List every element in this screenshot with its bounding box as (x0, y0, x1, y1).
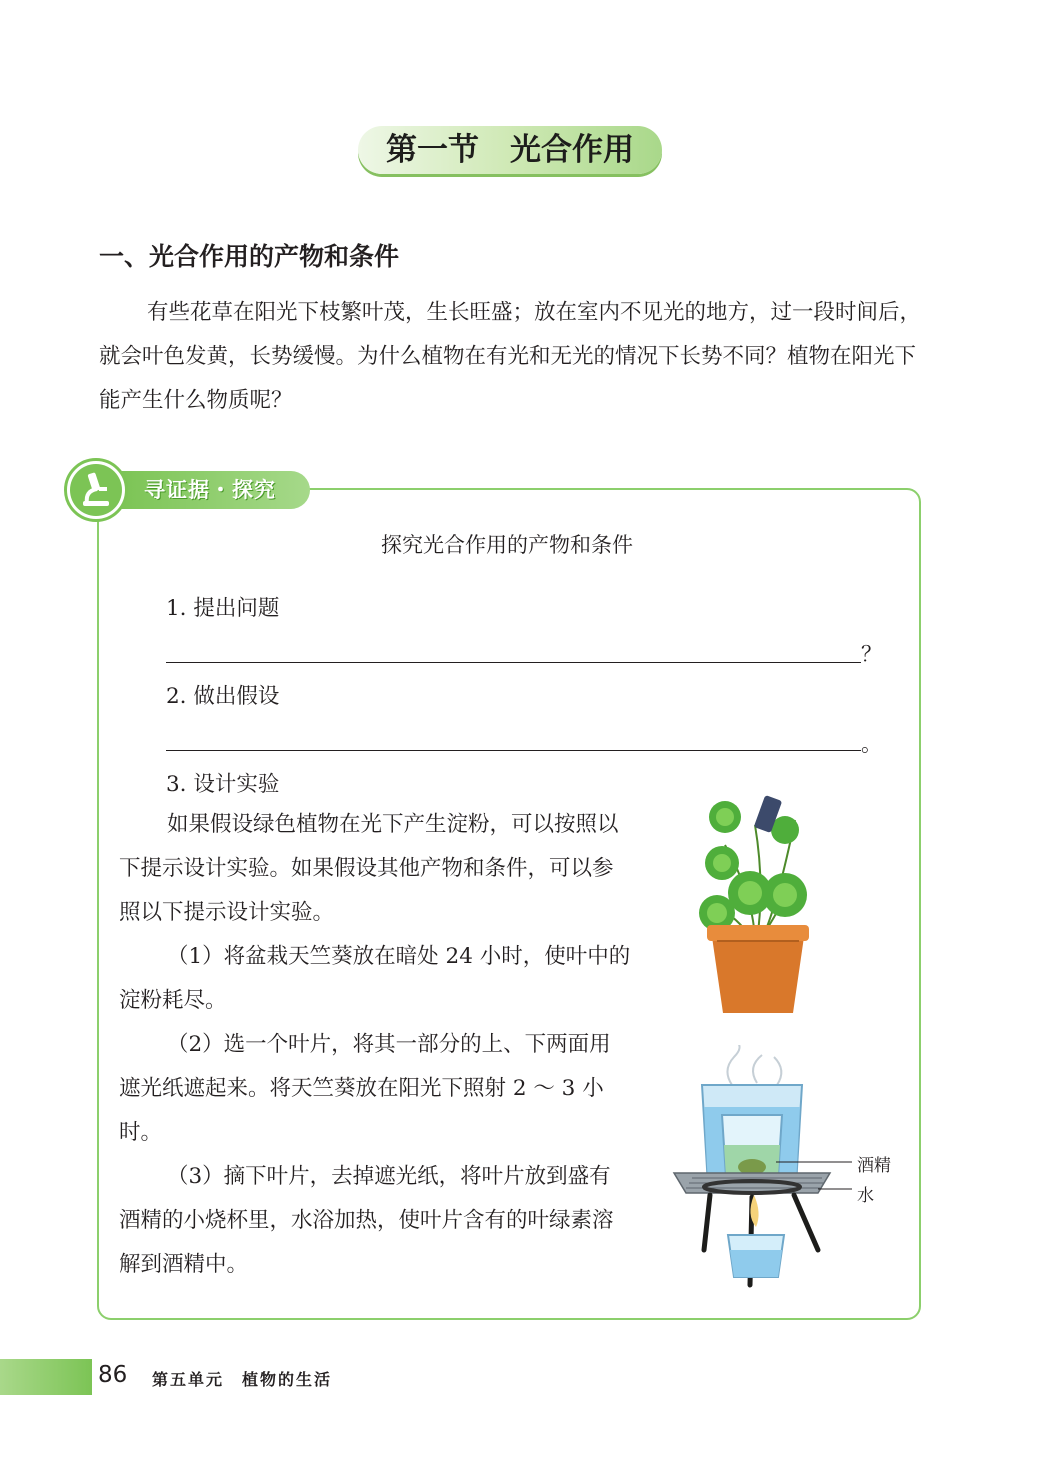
step2-label: 2. 做出假设 (166, 684, 280, 709)
running-head: 第五单元 植物的生活 (152, 1370, 333, 1389)
activity-title: 探究光合作用的产物和条件 (381, 533, 633, 557)
subheading: 一、光合作用的产物和条件 (99, 242, 400, 271)
step1-label: 1. 提出问题 (166, 596, 280, 621)
step2-period: 。 (861, 732, 882, 756)
step3-intro: 如果假设绿色植物在光下产生淀粉，可以按照以下提示设计实验。如果假设其他产物和条件，可以参照以下提示设计实验。 (119, 812, 619, 925)
step1-question-mark: ？ (861, 642, 882, 666)
potted-geranium-illustration (695, 785, 820, 1025)
step3-body (119, 803, 631, 1287)
label-alcohol: 酒精 (857, 1156, 891, 1176)
step3-item-1: （1）将盆栽天竺葵放在暗处 24 小时，使叶中的淀粉耗尽。 (119, 944, 631, 1013)
step2-answer-line[interactable] (166, 750, 861, 751)
water-bath-illustration (672, 1045, 852, 1290)
activity-badge-label: 寻证据・探究 (144, 478, 276, 502)
intro-paragraph: 有些花草在阳光下枝繁叶茂，生长旺盛；放在室内不见光的地方，过一段时间后，就会叶色发黄，长势缓慢。为什么植物在有光和无光的情况下长势不同？植物在阳光下能产生什么物质呢？ (99, 300, 922, 413)
footer-accent-bar (0, 1359, 92, 1395)
step3-item-2: （2）选一个叶片，将其一部分的上、下两面用遮光纸遮起来。将天竺葵放在阳光下照射 2 ～ 3 小时。 (119, 1032, 611, 1145)
step3-item-3: （3）摘下叶片，去掉遮光纸，将叶片放到盛有酒精的小烧杯里，水浴加热，使叶片含有的叶绿素溶解到酒精中。 (119, 1164, 614, 1277)
label-water: 水 (857, 1186, 874, 1206)
step1-answer-line[interactable] (166, 662, 861, 663)
step3-label: 3. 设计实验 (166, 772, 280, 797)
activity-badge-circle (64, 458, 128, 522)
section-title: 第一节 光合作用 (386, 132, 634, 168)
page-number: 86 (98, 1362, 128, 1388)
intro-paragraph-block (99, 291, 925, 423)
microscope-icon (67, 461, 125, 519)
